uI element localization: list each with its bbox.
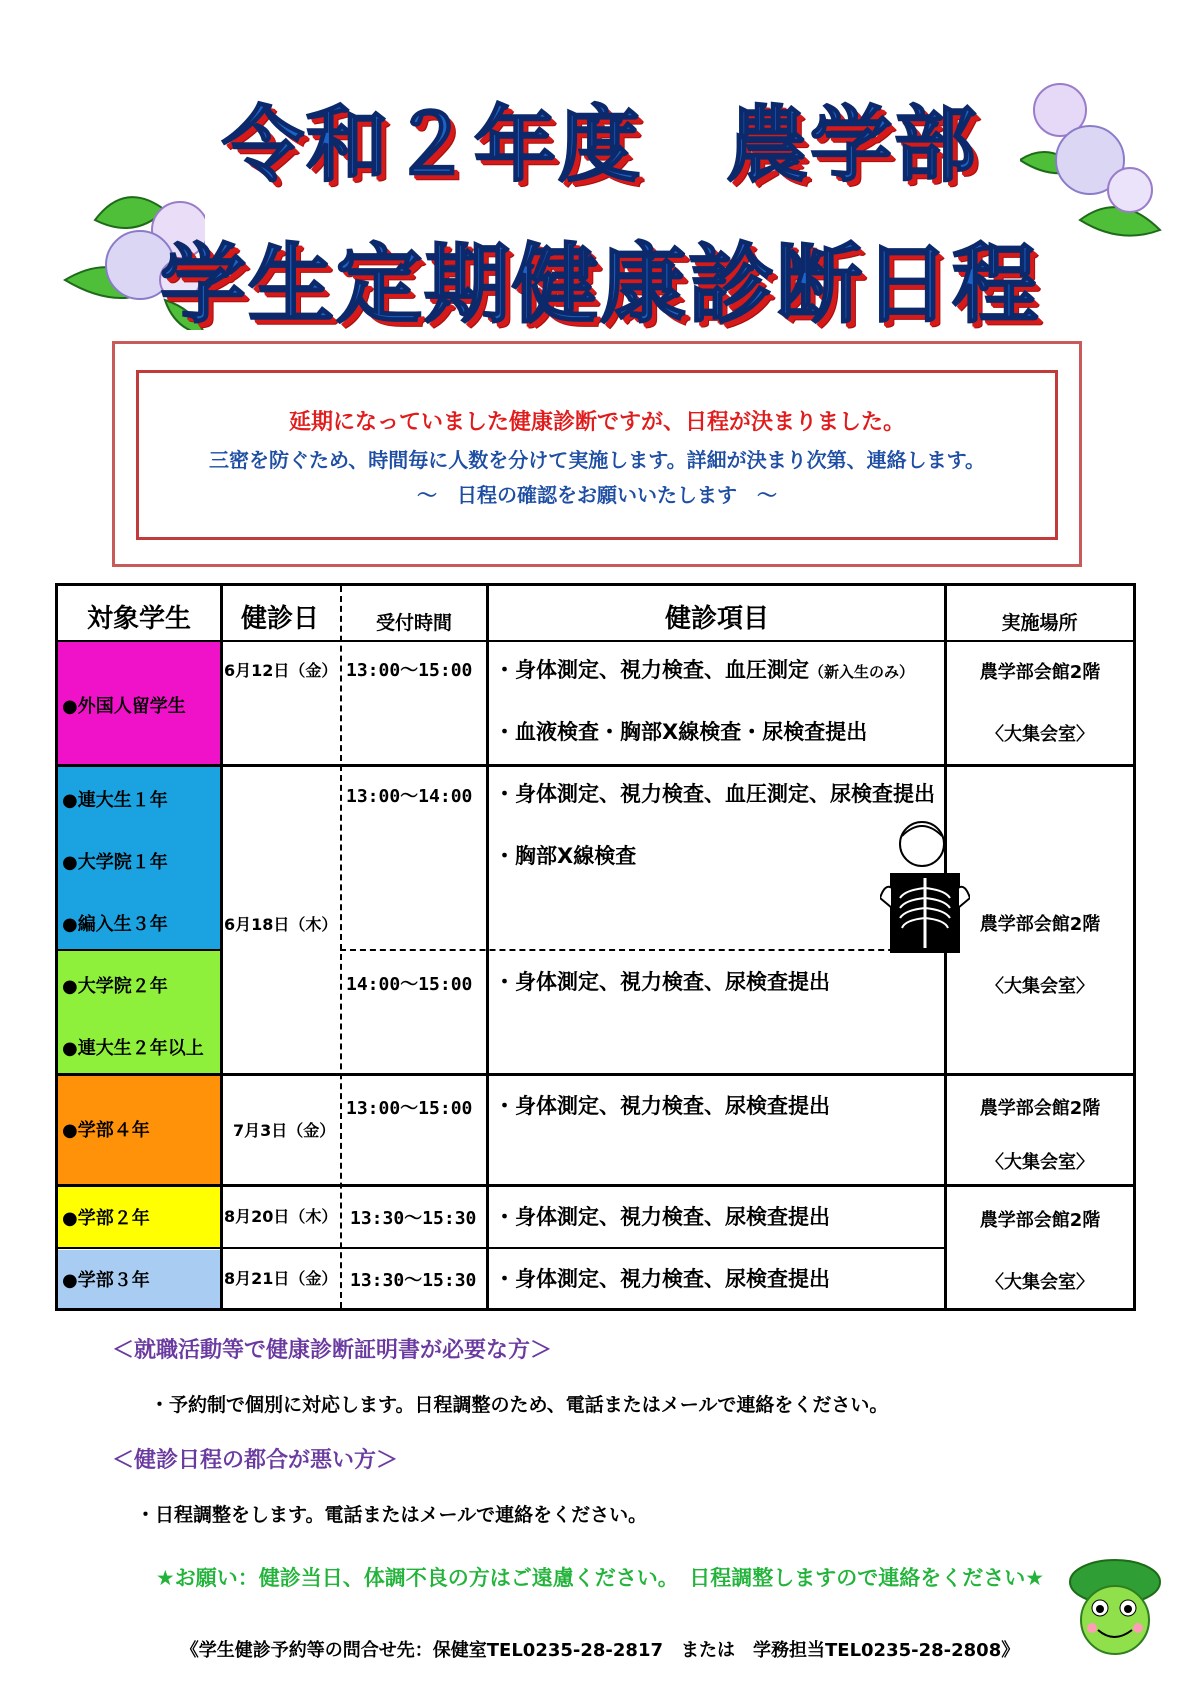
title-line-2: 学生定期健康診断日程 (160, 235, 1040, 335)
notice-line-1: 延期になっていました健康診断ですが、日程が決まりました。 (288, 410, 905, 435)
items-undergrad-4: ・身体測定、視力検査、尿検査提出 (494, 1094, 830, 1118)
time-undergrad-3: 13:30～15:30 (350, 1270, 477, 1291)
section-text-reschedule: ・日程調整をします。電話またはメールで連絡をください。 (136, 1504, 648, 1526)
time-undergrad-4: 13:00～15:00 (346, 1098, 473, 1119)
date-undergrad-2: 8月20日（木） (224, 1207, 338, 1226)
items-first-year-1: ・身体測定、視力検査、血圧測定、尿検査提出 (494, 782, 935, 806)
request-note: ★お願い：健診当日、体調不良の方はご遠慮ください。 日程調整しますので連絡をください★ (155, 1566, 1045, 1590)
items-undergrad-2: ・身体測定、視力検査、尿検査提出 (494, 1205, 830, 1229)
notice-box (136, 370, 1058, 540)
date-undergrad-3: 8月21日（金） (224, 1269, 338, 1288)
title-line-1: 令和２年度 農学部 (221, 98, 978, 193)
notice-line-3: ～ 日程の確認をお願いいたします ～ (417, 483, 777, 507)
time-undergrad-2: 13:30～15:30 (350, 1208, 477, 1229)
row-divider-1 (58, 764, 1133, 767)
row-divider-4 (58, 1247, 946, 1249)
group-label-grad-2: ●大学院２年 (62, 976, 168, 997)
time-first-year: 13:00～14:00 (346, 786, 473, 807)
col-divider-2-dashed (340, 586, 342, 1308)
group-label-undergrad-2: ●学部２年 (62, 1208, 150, 1229)
place-room-r2: 〈大集会室〉 (986, 976, 1094, 997)
items-international-1-note: （新入生のみ） (809, 663, 915, 681)
group-label-international: ●外国人留学生 (62, 696, 186, 717)
date-first-second-year: 6月18日（木） (224, 915, 338, 934)
group-label-undergrad-4: ●学部４年 (62, 1120, 150, 1141)
date-undergrad-4: 7月3日（金） (233, 1121, 336, 1140)
group-label-rendai-2plus: ●連大生２年以上 (62, 1038, 204, 1059)
schedule-table (55, 583, 1136, 1311)
col-divider-3 (486, 586, 489, 1308)
items-international-1-text: ・身体測定、視力検査、血圧測定 (494, 658, 809, 682)
date-international: 6月12日（金） (224, 661, 338, 680)
notice-line-2: 三密を防ぐため、時間毎に人数を分けて実施します。詳細が決まり次第、連絡します。 (209, 448, 985, 472)
contact-footer: 《学生健診予約等の問合せ先：保健室TEL0235-28-2817 または 学務担当TEL0235-28-2808》 (180, 1640, 1020, 1661)
items-second-year: ・身体測定、視力検査、尿検査提出 (494, 970, 830, 994)
header-place: 実施場所 (1001, 612, 1078, 634)
items-first-year-2: ・胸部X線検査 (494, 844, 637, 868)
time-international: 13:00～15:00 (346, 660, 473, 681)
header-date: 健診日 (240, 604, 319, 634)
place-room-r1: 〈大集会室〉 (986, 724, 1094, 745)
items-international-2: ・血液検査・胸部X線検査・尿検査提出 (494, 720, 868, 744)
place-building-r2: 農学部会館2階 (979, 914, 1101, 935)
place-room-r3: 〈大集会室〉 (986, 1152, 1094, 1173)
place-building-r3: 農学部会館2階 (979, 1098, 1101, 1119)
place-room-r4: 〈大集会室〉 (986, 1272, 1094, 1293)
header-time: 受付時間 (375, 612, 452, 634)
section-heading-reschedule: ＜健診日程の都合が悪い方＞ (112, 1448, 399, 1473)
row-divider-group (58, 949, 220, 951)
section-heading-certificate: ＜就職活動等で健康診断証明書が必要な方＞ (112, 1338, 553, 1363)
section-text-certificate: ・予約制で個別に対応します。日程調整のため、電話またはメールで連絡をください。 (150, 1394, 889, 1416)
col-divider-1 (220, 586, 223, 1308)
group-label-undergrad-3: ●学部３年 (62, 1270, 150, 1291)
place-building-r1: 農学部会館2階 (979, 662, 1101, 683)
row-divider-3 (58, 1184, 1133, 1187)
group-label-transfer-3: ●編入生３年 (62, 914, 168, 935)
place-building-r4: 農学部会館2階 (979, 1210, 1101, 1231)
items-international-1 (494, 654, 914, 684)
header-target: 対象学生 (86, 604, 191, 634)
row-divider-header (58, 640, 1133, 642)
row-divider-2 (58, 1073, 1133, 1076)
group-label-rendai-1: ●連大生１年 (62, 790, 168, 811)
time-second-year: 14:00～15:00 (346, 974, 473, 995)
group-label-grad-1: ●大学院１年 (62, 852, 168, 873)
row-divider-time-dashed (340, 949, 944, 951)
items-undergrad-3: ・身体測定、視力検査、尿検査提出 (494, 1267, 830, 1291)
header-items: 健診項目 (664, 604, 769, 634)
